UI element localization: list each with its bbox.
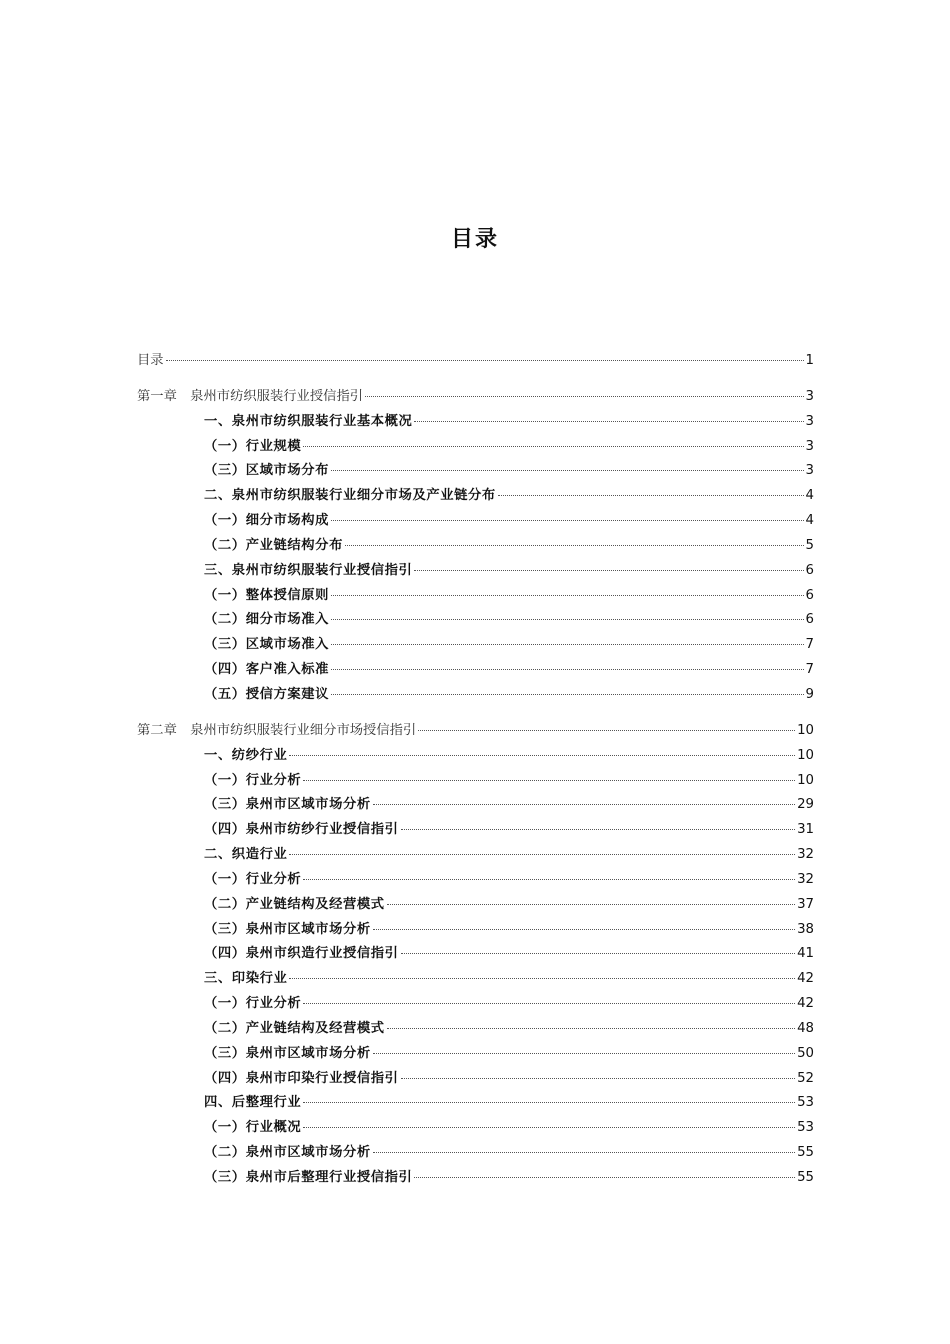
toc-entry-subsection[interactable] (137, 658, 814, 683)
dot-leader (414, 421, 803, 422)
toc-entry-subsection[interactable] (137, 893, 814, 918)
toc-entry-subsection[interactable] (137, 1067, 814, 1092)
toc-entry-chapter[interactable] (137, 719, 814, 744)
dot-leader (373, 929, 795, 930)
toc-entry-title: 第一章 泉州市纺织服装行业授信指引 (137, 388, 364, 404)
dot-leader (303, 1102, 795, 1103)
toc-entry-title: （五）授信方案建议 (204, 686, 330, 702)
toc-entry-section[interactable] (137, 843, 814, 868)
toc-page-number: 4 (805, 513, 814, 529)
toc-entry-section[interactable] (137, 484, 814, 509)
toc-page-number: 6 (805, 587, 814, 603)
dot-leader (331, 644, 803, 645)
toc-entry-title: （二）细分市场准入 (204, 612, 330, 628)
toc-page-number: 42 (797, 971, 814, 987)
toc-entry-subsection[interactable] (137, 534, 814, 559)
toc-page-number: 31 (797, 822, 814, 838)
toc-page-number: 1 (805, 353, 814, 368)
toc-page-number: 48 (797, 1020, 814, 1036)
dot-leader (331, 595, 803, 596)
toc-entry-subsection[interactable] (137, 1042, 814, 1067)
dot-leader (289, 854, 795, 855)
toc-page-number: 29 (797, 797, 814, 813)
toc-page-number: 53 (797, 1120, 814, 1136)
toc-entry-title: （二）产业链结构及经营模式 (204, 896, 385, 912)
toc-entry-title: 三、印染行业 (204, 971, 288, 987)
toc-entry-section[interactable] (137, 967, 814, 992)
dot-leader (401, 953, 796, 954)
dot-leader (373, 1053, 795, 1054)
toc-page-number: 37 (797, 896, 814, 912)
dot-leader (289, 978, 795, 979)
toc-entry-subsection[interactable] (137, 1017, 814, 1042)
toc-page-number: 3 (805, 413, 814, 429)
toc-entry-subsection[interactable] (137, 793, 814, 818)
toc-page-number: 6 (805, 612, 814, 628)
toc-page-number: 3 (805, 438, 814, 454)
toc-entry-title: （四）泉州市纺纱行业授信指引 (204, 822, 399, 838)
toc-page-number: 3 (805, 388, 814, 404)
page-title: 目录 (450, 226, 499, 252)
toc-entry-subsection[interactable] (137, 683, 814, 708)
dot-leader (303, 1003, 795, 1004)
toc-entry-subsection[interactable] (137, 818, 814, 843)
toc-page-number: 53 (797, 1095, 814, 1111)
toc-page-number: 32 (797, 847, 814, 863)
dot-leader (303, 879, 795, 880)
toc-entry-title: （三）泉州市区域市场分析 (204, 1045, 371, 1061)
toc-page-number: 7 (805, 662, 814, 678)
dot-leader (331, 619, 803, 620)
toc-entry-title: （一）整体授信原则 (204, 587, 330, 603)
dot-leader (401, 1078, 796, 1079)
dot-leader (331, 669, 803, 670)
dot-leader (387, 1028, 795, 1029)
toc-page-number: 42 (797, 996, 814, 1012)
toc-page-number: 4 (805, 488, 814, 504)
toc-entry-section[interactable] (137, 559, 814, 584)
toc-entry-title: （二）产业链结构分布 (204, 537, 343, 553)
toc-entry-title: （四）客户准入标准 (204, 662, 330, 678)
toc-entry-title: 二、泉州市纺织服装行业细分市场及产业链分布 (204, 488, 496, 504)
toc-entry-title: （一）细分市场构成 (204, 513, 330, 529)
toc-page-number: 52 (797, 1070, 814, 1086)
dot-leader (289, 755, 795, 756)
dot-leader (418, 730, 795, 731)
dot-leader (166, 360, 804, 361)
dot-leader (373, 804, 795, 805)
toc-page-number: 5 (805, 537, 814, 553)
toc-entry-title: 一、泉州市纺织服装行业基本概况 (204, 413, 413, 429)
dot-leader (414, 570, 803, 571)
toc-entry-subsection[interactable] (137, 1116, 814, 1141)
toc-entry-title: （三）泉州市区域市场分析 (204, 797, 371, 813)
toc-entry-subsection[interactable] (137, 942, 814, 967)
dot-leader (401, 829, 796, 830)
dot-leader (345, 545, 804, 546)
toc-entry-title: （三）区域市场分布 (204, 463, 330, 479)
toc-entry-title: （三）泉州市区域市场分析 (204, 921, 371, 937)
dot-leader (303, 780, 795, 781)
toc-entry-chapter[interactable] (137, 385, 814, 410)
toc-entry-subsection[interactable] (137, 769, 814, 794)
toc-entry-title: （四）泉州市印染行业授信指引 (204, 1070, 399, 1086)
toc-entry-title: 三、泉州市纺织服装行业授信指引 (204, 562, 413, 578)
toc-entry-subsection[interactable] (137, 633, 814, 658)
toc-page-number: 10 (797, 772, 814, 788)
toc-entry-title: 目录 (137, 353, 164, 368)
dot-leader (387, 904, 795, 905)
dot-leader (303, 1127, 795, 1128)
toc-page-number: 38 (797, 921, 814, 937)
toc-entry-title: （一）行业分析 (204, 772, 302, 788)
toc-entry-section[interactable] (137, 410, 814, 435)
toc-entry-subsection[interactable] (137, 435, 814, 460)
toc-page-number: 41 (797, 946, 814, 962)
toc-entry-title: 一、纺纱行业 (204, 747, 288, 763)
toc-entry-subsection[interactable] (137, 1141, 814, 1166)
toc-page-number: 10 (797, 722, 814, 738)
toc-entry-subsection[interactable] (137, 918, 814, 943)
toc-entry-section[interactable] (137, 744, 814, 769)
dot-leader (331, 470, 803, 471)
toc-entry-title: （一）行业分析 (204, 871, 302, 887)
toc-entry-title: （三）区域市场准入 (204, 637, 330, 653)
toc-entry-section[interactable] (137, 1091, 814, 1116)
toc-entry-title: （一）行业概况 (204, 1120, 302, 1136)
dot-leader (365, 396, 803, 397)
toc-page-number: 6 (805, 562, 814, 578)
toc-page-number: 10 (797, 747, 814, 763)
dot-leader (331, 694, 803, 695)
toc-entry-title: （二）泉州市区域市场分析 (204, 1145, 371, 1161)
dot-leader (498, 495, 804, 496)
toc-entry-subsection[interactable] (137, 868, 814, 893)
toc-entry-subsection[interactable] (137, 584, 814, 609)
toc-page-number: 55 (797, 1170, 814, 1185)
toc-entry-title: （一）行业规模 (204, 438, 302, 454)
toc-entry-title: （一）行业分析 (204, 996, 302, 1012)
toc-entry-title: 第二章 泉州市纺织服装行业细分市场授信指引 (137, 722, 417, 738)
toc-entry-subsection[interactable] (137, 1166, 814, 1191)
toc-page-number: 7 (805, 637, 814, 653)
dot-leader (373, 1152, 795, 1153)
toc-entry-subsection[interactable] (137, 992, 814, 1017)
toc-entry-title: 二、织造行业 (204, 847, 288, 863)
dot-leader (331, 520, 803, 521)
toc-page-number: 3 (805, 463, 814, 479)
toc-entry[interactable] (137, 349, 814, 374)
toc-page-number: 55 (797, 1145, 814, 1161)
toc-page-number: 50 (797, 1045, 814, 1061)
table-of-contents (137, 349, 814, 1191)
toc-page-number: 9 (805, 686, 814, 702)
toc-page-number: 32 (797, 871, 814, 887)
toc-entry-subsection[interactable] (137, 459, 814, 484)
dot-leader (303, 446, 803, 447)
dot-leader (414, 1177, 795, 1178)
toc-entry-title: （二）产业链结构及经营模式 (204, 1020, 385, 1036)
toc-entry-subsection[interactable] (137, 509, 814, 534)
toc-entry-title: （三）泉州市后整理行业授信指引 (204, 1170, 413, 1185)
toc-entry-subsection[interactable] (137, 608, 814, 633)
toc-entry-title: （四）泉州市织造行业授信指引 (204, 946, 399, 962)
toc-entry-title: 四、后整理行业 (204, 1095, 302, 1111)
